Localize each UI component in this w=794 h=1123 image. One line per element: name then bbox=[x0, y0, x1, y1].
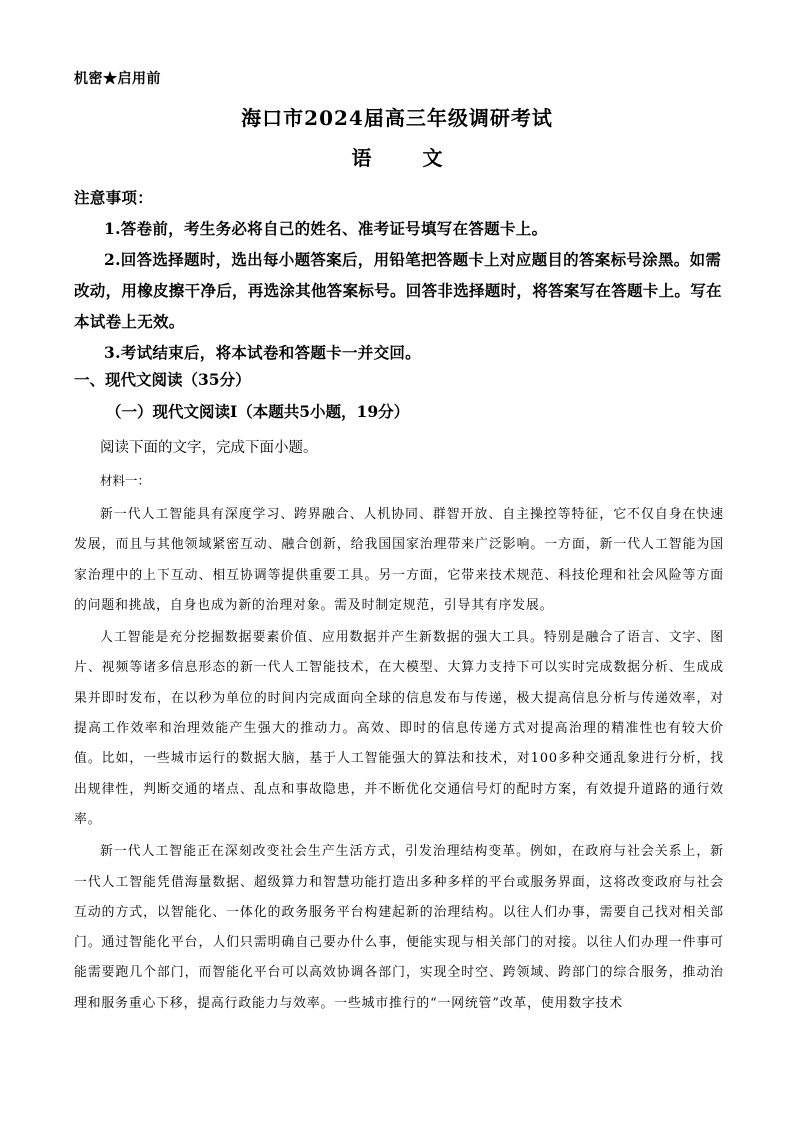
notice-item-2: 2.回答选择题时，选出每小题答案后，用铅笔把答题卡上对应题目的答案标号涂黑。如需改动，用橡皮擦干净后，再选涂其他答案标号。回答非选择题时，将答案写在答题卡上。写在本试卷上无效。 bbox=[74, 250, 722, 331]
notice-block bbox=[74, 182, 724, 368]
article-paragraph-2: 人工智能是充分挖掘数据要素价值、应用数据并产生新数据的强大工具。特别是融合了语言、文字、图片、视频等诸多信息形态的新一代人工智能技术，在大模型、大算力支持下可以实时完成数据分析、生成成果并即时发布，在以秒为单位的时间内完成面向全球的信息发布与传递，极大提高信息分析与传递效率，对提高工作效率和治理效能产生强大的推动力。高效、即时的信息传递方式对提高治理的精准性也有较大价值。比如，一些城市运行的数据大脑，基于人工智能强大的算法和技术，对100多种交通乱象进行分析，找出规律性，判断交通的堵点、乱点和事故隐患，并不断优化交通信号灯的配时方案，有效提升道路的通行效率。 bbox=[74, 630, 725, 827]
notice-item-3: 3.考试结束后，将本试卷和答题卡一并交回。 bbox=[104, 343, 421, 362]
exam-title: 海口市2024届高三年级调研考试 bbox=[241, 106, 553, 130]
subsection-heading: （一）现代文阅读Ⅰ（本题共5小题，19分） bbox=[106, 402, 410, 421]
reading-instruction: 阅读下面的文字，完成下面小题。 bbox=[100, 440, 318, 456]
article-body bbox=[74, 500, 724, 1021]
notice-heading: 注意事项： bbox=[74, 188, 154, 207]
article-paragraph-1: 新一代人工智能具有深度学习、跨界融合、人机协同、群智开放、自主操控等特征，它不仅自身在快速发展，而且与其他领域紧密互动、融合创新，给我国国家治理带来广泛影响。一方面，新一代人工智能为国家治理中的上下互动、相互协调等提供重要工具。另一方面，它带来技术规范、科技伦理和社会风险等方面的问题和挑战，自身也成为新的治理对象。需及时制定规范，引导其有序发展。 bbox=[74, 507, 724, 613]
subject-title: 语 文 bbox=[351, 146, 465, 170]
section-heading: 一、现代文阅读（35分） bbox=[74, 370, 251, 389]
notice-item-1: 1.答卷前，考生务必将自己的姓名、准考证号填写在答题卡上。 bbox=[104, 219, 548, 238]
material-label: 材料一： bbox=[100, 473, 151, 488]
article-paragraph-3: 新一代人工智能正在深刻改变社会生产生活方式，引发治理结构变革。例如，在政府与社会关系上，新一代人工智能凭借海量数据、超级算力和智慧功能打造出多种多样的平台或服务界面，这将改变政府与社会互动的方式，以智能化、一体化的政务服务平台构建起新的治理结构。以往人们办事，需要自己找对相关部门。通过智能化平台，人们只需明确自己要办什么事，便能实现与相关部门的对接。以往人们办理一件事可能需要跑几个部门，而智能化平台可以高效协调各部门，实现全时空、跨领域、跨部门的综合服务，推动治理和服务重心下移，提高行政能力与效率。一些城市推行的“一网统管”改革，使用数字技术 bbox=[74, 844, 724, 1011]
confidential-label: 机密★启用前 bbox=[74, 71, 161, 87]
